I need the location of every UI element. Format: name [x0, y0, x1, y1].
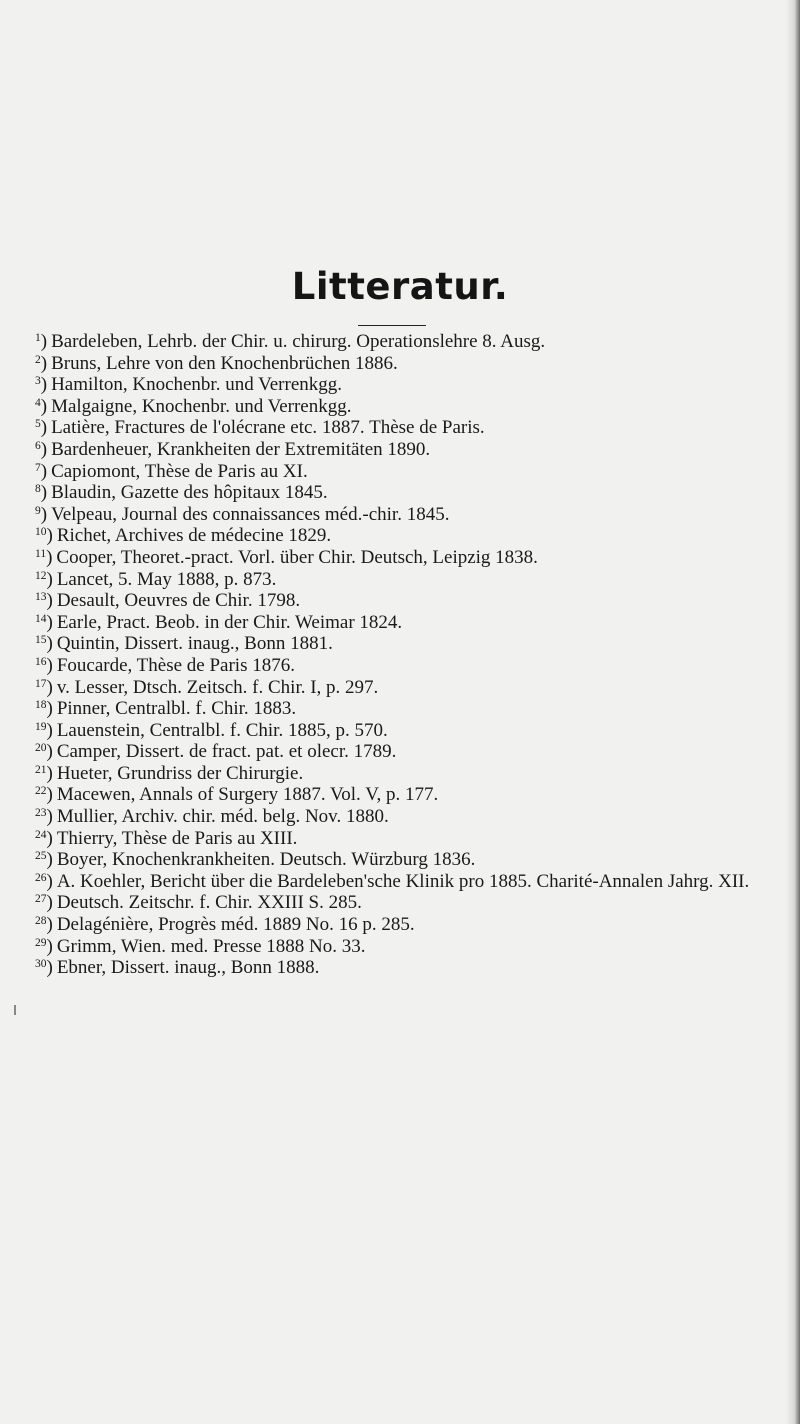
footnote-number: 12 [35, 569, 47, 582]
footnote-number: 20 [35, 742, 47, 755]
reference-text: Deutsch. Zeitschr. f. Chir. XXIII S. 285. [56, 892, 362, 914]
reference-text: Bardenheuer, Krankheiten der Extremitäten 1890. [51, 438, 431, 460]
footnote-number: 10 [35, 526, 47, 539]
footnote-number: 11 [35, 547, 47, 560]
reference-text: Mullier, Archiv. chir. méd. belg. Nov. 1880. [56, 806, 389, 828]
footnote-paren: ) [46, 784, 53, 806]
footnote-paren: ) [40, 417, 48, 439]
reference-item [18, 461, 788, 483]
footnote-number: 13 [35, 591, 47, 604]
footnote-number: 29 [35, 936, 47, 949]
reference-item [18, 417, 788, 439]
footnote-paren: ) [46, 957, 53, 979]
footnote-paren: ) [40, 395, 48, 417]
reference-text: Quintin, Dissert. inaug., Bonn 1881. [56, 633, 333, 655]
reference-item [18, 828, 788, 850]
reference-item [18, 439, 788, 461]
footnote-paren: ) [46, 568, 53, 590]
reference-item [18, 763, 788, 785]
reference-text: Boyer, Knochenkrankheiten. Deutsch. Würzburg 1836. [56, 849, 476, 871]
reference-text: Hueter, Grundriss der Chirurgie. [56, 762, 304, 784]
footnote-number: 1 [35, 332, 41, 344]
footnote-number: 26 [35, 871, 47, 884]
footnote-paren: ) [46, 719, 53, 741]
reference-item [18, 741, 788, 763]
footnote-paren: ) [40, 352, 48, 374]
title-divider [358, 325, 426, 326]
reference-item [18, 720, 788, 742]
reference-item [18, 633, 788, 655]
reference-item [18, 698, 788, 720]
reference-item [18, 612, 788, 634]
reference-item [18, 569, 788, 591]
reference-text: Camper, Dissert. de fract. pat. et olecr. 1789. [56, 741, 397, 763]
footnote-number: 6 [35, 439, 41, 452]
footnote-paren: ) [46, 914, 53, 936]
footnote-number: 18 [35, 699, 47, 712]
reference-text: Bardeleben, Lehrb. der Chir. u. chirurg. Operationslehre 8. Ausg. [51, 331, 546, 352]
footnote-number: 8 [35, 483, 41, 496]
reference-text: v. Lesser, Dtsch. Zeitsch. f. Chir. I, p. 297. [56, 676, 379, 698]
footnote-paren: ) [40, 331, 48, 352]
footnote-paren: ) [40, 438, 48, 460]
footnote-paren: ) [46, 892, 53, 914]
page-edge-shadow [786, 0, 800, 1424]
footnote-number: 30 [35, 958, 47, 971]
reference-item [18, 784, 788, 806]
reference-item [18, 331, 778, 353]
footnote-paren: ) [46, 654, 53, 676]
reference-text: Lauenstein, Centralbl. f. Chir. 1885, p. 570. [56, 719, 388, 741]
footnote-paren: ) [46, 806, 53, 828]
print-mark [14, 1005, 16, 1015]
footnote-paren: ) [46, 849, 53, 871]
reference-item [18, 936, 788, 958]
footnote-paren: ) [46, 762, 53, 784]
footnote-number: 7 [35, 461, 41, 474]
reference-text: Foucarde, Thèse de Paris 1876. [56, 654, 295, 676]
footnote-number: 9 [35, 504, 41, 517]
footnote-number: 3 [35, 375, 41, 388]
footnote-number: 25 [35, 850, 47, 863]
reference-item [18, 957, 788, 979]
footnote-paren: ) [46, 935, 53, 957]
footnote-number: 22 [35, 785, 47, 798]
footnote-paren: ) [46, 827, 53, 849]
footnote-number: 2 [35, 353, 41, 366]
reference-text: Ebner, Dissert. inaug., Bonn 1888. [56, 957, 320, 979]
footnote-number: 27 [35, 893, 47, 906]
reference-item [18, 353, 788, 375]
footnote-paren: ) [46, 611, 53, 633]
reference-item [18, 590, 788, 612]
footnote-paren: ) [40, 503, 48, 525]
footnote-number: 16 [35, 655, 47, 668]
footnote-number: 14 [35, 612, 47, 625]
reference-item [18, 482, 788, 504]
footnote-paren: ) [40, 374, 48, 396]
reference-item [18, 892, 788, 914]
footnote-paren: ) [46, 633, 53, 655]
page-title: Litteratur. [291, 265, 509, 308]
footnote-paren: ) [46, 525, 53, 547]
reference-item [18, 871, 778, 893]
reference-text: A. Koehler, Bericht über die Bardeleben'sche Klinik pro 1885. Charité-Annalen Jahrg. XII. [56, 870, 750, 892]
reference-text: Capiomont, Thèse de Paris au XI. [51, 460, 308, 482]
footnote-number: 15 [35, 634, 47, 647]
reference-text: Grimm, Wien. med. Presse 1888 No. 33. [56, 935, 366, 957]
reference-text: Thierry, Thèse de Paris au XIII. [56, 827, 298, 849]
reference-item [18, 806, 788, 828]
reference-item [18, 914, 788, 936]
footnote-paren: ) [46, 698, 53, 720]
footnote-paren: ) [40, 482, 48, 504]
footnote-number: 4 [35, 396, 41, 409]
reference-item [18, 849, 788, 871]
reference-item [18, 547, 778, 569]
footnote-paren: ) [46, 546, 53, 568]
reference-text: Cooper, Theoret.-pract. Vorl. über Chir. Deutsch, Leipzig 1838. [56, 546, 538, 568]
reference-item [18, 525, 788, 547]
reference-text: Latière, Fractures de l'olécrane etc. 1887. Thèse de Paris. [51, 417, 485, 439]
footnote-number: 21 [35, 763, 47, 776]
footnote-number: 19 [35, 720, 47, 733]
reference-item [18, 396, 788, 418]
reference-text: Richet, Archives de médecine 1829. [56, 525, 332, 547]
reference-text: Pinner, Centralbl. f. Chir. 1883. [56, 698, 297, 720]
reference-item [18, 374, 788, 396]
footnote-paren: ) [40, 460, 48, 482]
reference-list [18, 331, 788, 979]
footnote-paren: ) [46, 590, 53, 612]
reference-item [18, 677, 788, 699]
footnote-paren: ) [46, 676, 53, 698]
footnote-paren: ) [46, 870, 53, 892]
reference-text: Blaudin, Gazette des hôpitaux 1845. [51, 482, 328, 504]
reference-text: Hamilton, Knochenbr. und Verrenkgg. [51, 374, 343, 396]
reference-item [18, 655, 788, 677]
reference-item [18, 504, 788, 526]
reference-text: Earle, Pract. Beob. in der Chir. Weimar 1824. [56, 611, 403, 633]
footnote-number: 5 [35, 418, 41, 431]
footnote-paren: ) [46, 741, 53, 763]
footnote-number: 23 [35, 807, 47, 820]
reference-text: Malgaigne, Knochenbr. und Verrenkgg. [51, 395, 352, 417]
footnote-number: 24 [35, 828, 47, 841]
reference-text: Delagénière, Progrès méd. 1889 No. 16 p. 285. [56, 914, 415, 936]
footnote-number: 28 [35, 915, 47, 928]
reference-text: Desault, Oeuvres de Chir. 1798. [56, 590, 301, 612]
reference-text: Lancet, 5. May 1888, p. 873. [56, 568, 277, 590]
reference-text: Bruns, Lehre von den Knochenbrüchen 1886. [51, 352, 398, 374]
footnote-number: 17 [35, 677, 47, 690]
reference-text: Macewen, Annals of Surgery 1887. Vol. V, p. 177. [56, 784, 439, 806]
reference-text: Velpeau, Journal des connaissances méd.-chir. 1845. [51, 503, 450, 525]
